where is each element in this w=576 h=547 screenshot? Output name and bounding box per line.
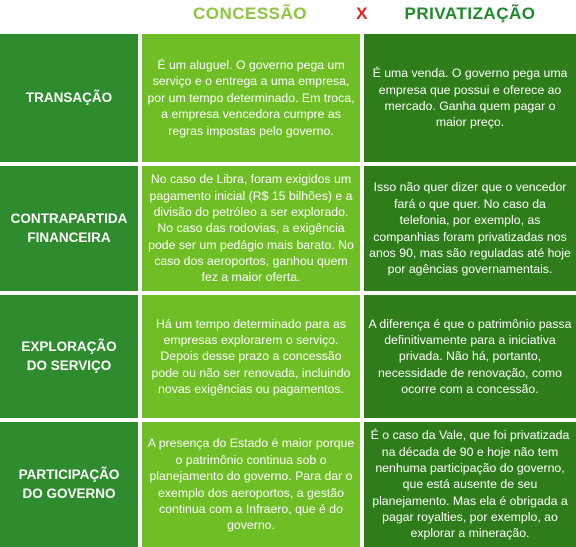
table-header — [0, 0, 576, 28]
header-privatizacao: PRIVATIZAÇÃO — [404, 4, 536, 23]
table-row-exploracao — [0, 295, 576, 418]
privatizacao-cell: É o caso da Vale, que foi privatizada na década de 90 e hoje não tem nenhuma participação do governo, que está ausente de seu planejamento. Mas ela é obrigada a pagar royalties, por exemplo, ao explorar a mineração. — [364, 422, 576, 547]
header-versus-x: X — [356, 4, 368, 23]
table-row-transacao — [0, 34, 576, 162]
concessao-cell: É um aluguel. O governo pega um serviço e o entrega a uma empresa, por um tempo determinado. Em troca, a empresa vencedora cumpre as regras impostas pelo governo. — [142, 34, 360, 162]
row-label: CONTRAPARTIDA FINANCEIRA — [0, 166, 138, 291]
concessao-cell: No caso de Libra, foram exigidos um pagamento inicial (R$ 15 bilhões) e a divisão do petróleo a ser explorado. No caso das rodovias, a exigência pode ser um pedágio mais barato. No caso dos aeroportos, ganhou quem fez a maior oferta. — [142, 166, 360, 291]
row-label: PARTICIPAÇÃO DO GOVERNO — [0, 422, 138, 547]
concessao-cell: Há um tempo determinado para as empresas explorarem o serviço. Depois desse prazo a concessão pode ou não ser renovada, incluindo novas exigências ou pagamentos. — [142, 295, 360, 418]
privatizacao-cell: A diferença é que o patrimônio passa definitivamente para a iniciativa privada. Não há, portanto, necessidade de renovação, como ocorre com a concessão. — [364, 295, 576, 418]
concessao-cell: A presença do Estado é maior porque o patrimônio continua sob o planejamento do governo. Para dar o exemplo dos aeroportos, a gestão continua com a Infraero, que é do governo. — [142, 422, 360, 547]
privatizacao-cell: É uma venda. O governo pega uma empresa que possui e oferece ao mercado. Ganha quem pagar o maior preço. — [364, 34, 576, 162]
table-row-participacao — [0, 422, 576, 547]
header-concessao: CONCESSÃO — [192, 4, 308, 23]
row-label: TRANSAÇÃO — [0, 34, 138, 162]
table-row-contrapartida — [0, 166, 576, 291]
row-label: EXPLORAÇÃO DO SERVIÇO — [0, 295, 138, 418]
privatizacao-cell: Isso não quer dizer que o vencedor fará o que quer. No caso da telefonia, por exemplo, as companhias foram privatizadas nos anos 90, mas são reguladas até hoje por agências governamentais. — [364, 166, 576, 291]
